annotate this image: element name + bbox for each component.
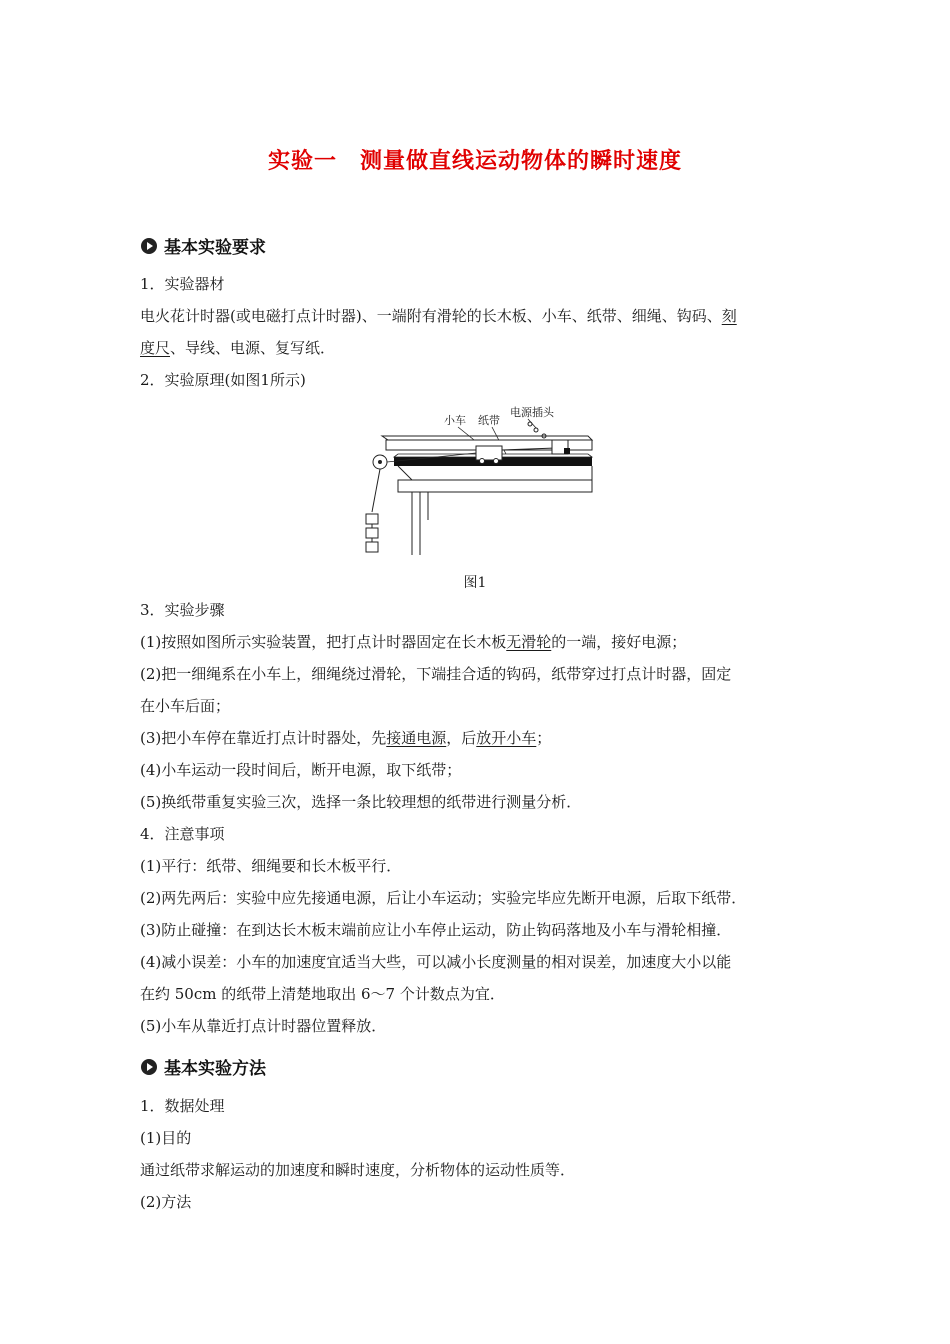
step-2-line1: (2)把一细绳系在小车上，细绳绕过滑轮，下端挂合适的钩码，纸带穿过打点计时器，固定 (140, 665, 732, 683)
sub-method-heading: (2)方法 (140, 1193, 192, 1211)
step-4: (4)小车运动一段时间后，断开电源，取下纸带； (140, 761, 462, 779)
equipment-text-line2: 度尺、导线、电源、复写纸． (140, 339, 336, 357)
equipment-text-line1: 电火花计时器(或电磁打点计时器)、一端附有滑轮的长木板、小车、纸带、细绳、钩码、刻 (140, 307, 737, 325)
note-2: (2)两先两后：实验中应先接通电源，后让小车运动；实验完毕应先断开电源，后取下纸带． (140, 889, 747, 907)
experiment-apparatus-figure (360, 400, 600, 560)
note-4-line1: (4)减小误差：小车的加速度宜适当大些，可以减小长度测量的相对误差，加速度大小以能 (140, 953, 732, 971)
section-heading-text: 基本实验要求 (164, 238, 266, 258)
note-3: (3)防止碰撞：在到达长木板末端前应让小车停止运动，防止钩码落地及小车与滑轮相撞． (140, 921, 732, 939)
figure-label-plug: 电源插头 (510, 406, 554, 419)
purpose-text: 通过纸带求解运动的加速度和瞬时速度，分析物体的运动性质等． (140, 1161, 576, 1179)
step-2-line2: 在小车后面； (140, 697, 231, 715)
item-notes-heading: 4．注意事项 (140, 825, 225, 843)
note-1: (1)平行：纸带、细绳要和长木板平行． (140, 857, 402, 875)
note-5: (5)小车从靠近打点计时器位置释放． (140, 1017, 387, 1035)
section-heading-requirements (140, 233, 266, 258)
section-heading-text: 基本实验方法 (164, 1059, 266, 1079)
section-heading-methods (140, 1054, 266, 1079)
item-equipment-heading: 1．实验器材 (140, 275, 225, 293)
item-data-processing-heading: 1．数据处理 (140, 1097, 225, 1115)
step-1: (1)按照如图所示实验装置，把打点计时器固定在长木板无滑轮的一端，接好电源； (140, 633, 687, 651)
item-steps-heading: 3．实验步骤 (140, 601, 225, 619)
play-circle-icon (140, 237, 158, 255)
sub-purpose-heading: (1)目的 (140, 1129, 192, 1147)
note-4-line2: 在约 50cm 的纸带上清楚地取出 6～7 个计数点为宜． (140, 985, 505, 1003)
figure-caption: 图1 (463, 575, 487, 591)
figure-label-car: 小车 (444, 414, 466, 427)
page-title: 实验一 测量做直线运动物体的瞬时速度 (267, 149, 682, 174)
play-circle-icon (140, 1058, 158, 1076)
step-5: (5)换纸带重复实验三次，选择一条比较理想的纸带进行测量分析． (140, 793, 582, 811)
item-principle-heading: 2．实验原理(如图1所示) (140, 371, 306, 389)
step-3: (3)把小车停在靠近打点计时器处，先接通电源，后放开小车； (140, 729, 552, 747)
figure-label-tape: 纸带 (478, 414, 500, 427)
